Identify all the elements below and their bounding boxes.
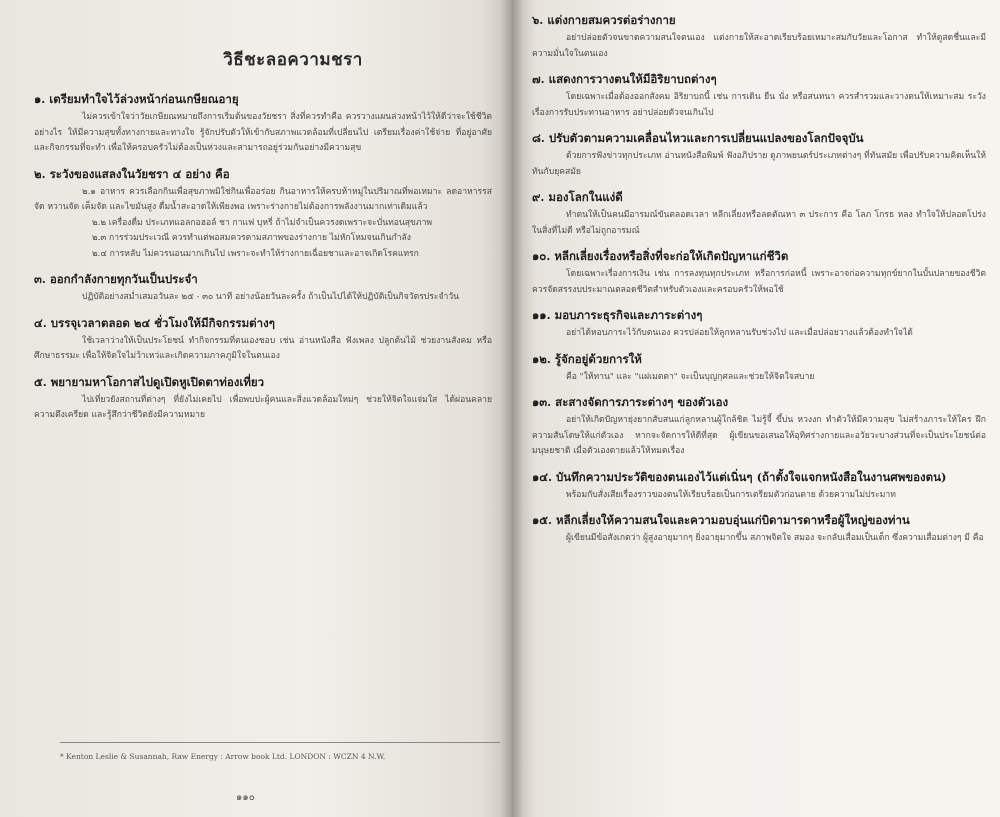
book-gutter [500,0,524,817]
section-heading: ๓. ออกกำลังกายทุกวันเป็นประจำ [34,272,198,286]
section-4 [34,315,492,365]
section-7 [532,71,986,121]
right-page [512,0,1000,817]
section-text: อย่าปล่อยตัวจนขาดความสนใจตนเอง แต่งกายให้สะอาดเรียบร้อยเหมาะสมกับวัยและโอกาส ทำให้ดูสดชื่นและมีความมั่นใจในตนเอง [532,33,986,59]
section-text: ใช้เวลาว่างให้เป็นประโยชน์ ทำกิจกรรมที่ตนเองชอบ เช่น อ่านหนังสือ ฟังเพลง ปลูกต้นไม้ ช่วยงานสังคม หรือศึกษาธรรมะ เพื่อให้จิตใจไม่ว้าเหว่และเกิดความภาคภูมิใจในตนเอง [34,335,492,361]
section-text: คือ "ให้ทาน" และ "แผ่เมตตา" จะเป็นบุญกุศลและช่วยให้จิตใจสบาย [566,371,815,382]
section-text: ด้วยการฟังข่าวทุกประเภท อ่านหนังสือพิมพ์ ฟังอภิปราย ดูภาพยนตร์ประเภทต่างๆ ที่ทันสมัย เพื่อปรับความคิดเห็นให้ทันกับยุคสมัย [532,151,986,177]
subsection-text: ๒.๓ การร่วมประเวณี ควรทำแต่พอสมควรตามสภาพของร่างกาย ไม่หักโหมจนเกินกำลัง [92,233,411,243]
page-number: ๑๑๐ [236,792,255,803]
section-text: ทำตนให้เป็นคนมีอารมณ์ขันตลอดเวลา หลีกเลี่ยงหรือลดตัณหา ๓ ประการ คือ โลภ โกรธ หลง ทำใจให้ปลอดโปร่งในสิ่งที่ไม่ดี หรือไม่ถูกอารมณ์ [532,210,986,236]
section-10 [532,248,986,298]
section-heading: ๘. ปรับตัวตามความเคลื่อนไหวและการเปลี่ยนแปลงของโลกปัจจุบัน [532,131,864,145]
section-text: อย่าได้หอบภาระไว้กับตนเอง ควรปล่อยให้ลูกหลานรับช่วงไป และเมื่อปล่อยวางแล้วต้องทำใจได้ [566,328,913,338]
section-heading: ๔. บรรจุเวลาตลอด ๒๔ ชั่วโมงให้มีกิจกรรมต่างๆ [34,315,275,330]
section-12 [532,351,986,386]
section-heading: ๙. มองโลกในแง่ดี [532,190,623,204]
section-8 [532,130,986,180]
section-15 [532,512,986,547]
section-heading: ๑๒. รู้จักอยู่ด้วยการให้ [532,351,642,366]
section-heading: ๑๔. บันทึกความประวัติของตนเองไว้แต่เนิ่นๆ (ถ้าตั้งใจแจกหนังสือในงานศพของตน) [532,469,947,484]
section-heading: ๖. แต่งกายสมควรต่อร่างกาย [532,13,676,27]
section-text: พร้อมกับสั่งเสียเรื่องราวของตนให้เรียบร้อยเป็นการเตรียมตัวก่อนตาย ด้วยความไม่ประมาท [566,489,896,500]
section-9 [532,189,986,239]
section-heading: ๑. เตรียมทำใจไว้ล่วงหน้าก่อนเกษียณอายุ [34,92,239,106]
section-text: อย่าให้เกิดปัญหายุ่งยากสับสนแก่ลูกหลานผู้ใกล้ชิด ไม่รู้จี้ ขึ้บ่น หวงงก ทำตัวให้มีความสุข ไม่สร้างภาระให้ใคร ฝึกความสันโดษให้แก่ตัวเอง หากจะจัดการให้ดีที่สุด ผู้เขียนขอเสนอให้อุทิศร่างกายและอวัยวะบางส่วนที่จะเป็นประโยชน์ต่อมนุษยชาติ เมื่อตัวเองตายแล้วให้หมดเรื่อง [532,415,986,456]
section-heading: ๗. แสดงการวางตนให้มีอิริยาบถต่างๆ [532,72,717,86]
section-heading: ๑๑. มอบภาระธุรกิจและภาระต่างๆ [532,308,703,322]
section-2 [34,166,492,263]
section-heading: ๕. พยายามหาโอกาสไปดูเปิดหูเปิดตาท่องเที่ยว [34,374,265,389]
section-heading: ๑๕. หลีกเลี่ยงให้ความสนใจและความอบอุ่นแก่บิดามารดาหรือผู้ใหญ่ของท่าน [532,513,910,527]
section-13 [532,394,986,460]
section-text: ไม่ควรเข้าใจว่าวัยเกษียณหมายถึงการเริ่มต้นของวัยชรา สิ่งที่ควรทำคือ ควรวางแผนล่วงหน้าไว้ให้ดีว่าจะใช้ชีวิตอย่างไร ให้มีความสุขทั้งทางกายและทางใจ รู้จักปรับตัวให้เข้ากับสภาพแวดล้อมที่เปลี่ยนไป เตรียมเรื่องค่าใช้จ่าย ที่อยู่อาศัย และกิจกรรมที่จะทำ เพื่อให้ครอบครัวไม่ต้องเป็นห่วงและสามารถอยู่ร่วมกันอย่างมีความสุข [34,112,492,153]
section-14 [532,469,986,504]
section-text: โดยเฉพาะเรื่องการเงิน เช่น การลงทุนทุกประเภท หรือการก่อหนี้ เพราะอาจก่อความทุกข์ยากในบั้นปลายของชีวิต ควรจัดสรรงบประมาณตลอดชีวิตสำหรับตัวเองและครอบครัวให้พอใช้ [532,269,986,295]
section-heading: ๑๓. สะสางจัดการภาระต่างๆ ของตัวเอง [532,395,729,409]
section-heading: ๒. ระวังของแสลงในวัยชรา ๔ อย่าง คือ [34,166,230,181]
section-heading: ๑๐. หลีกเลี่ยงเรื่องหรือสิ่งที่จะก่อให้เกิดปัญหาแก่ชีวิต [532,249,789,263]
page-title: วิธีชะลอความชรา [223,50,363,70]
section-1 [34,91,492,157]
footnote-divider [60,742,500,743]
subsection-text: ๒.๒ เครื่องดื่ม ประเภทแอลกอฮอล์ ชา กาแฟ บุหรี่ ถ้าไม่จำเป็นควรงดเพราะจะบั่นทอนสุขภาพ [92,217,433,228]
section-text: ผู้เขียนมีข้อสังเกตว่า ผู้สูงอายุมากๆ ยิ่งอายุมากขึ้น สภาพจิตใจ สมอง จะกลับเสื่อมเป็นเด็ก ซึ่งความเสื่อมต่างๆ มี คือ [566,533,984,543]
footnote: * Kenton Leslie & Susannah, Raw Energy : Arrow book Ltd. LONDON : WCZN 4 N.W. [60,752,386,761]
section-5 [34,374,492,424]
subsection-text: ๒.๔ การหลับ ไม่ควรนอนมากเกินไป เพราะจะทำให้ร่างกายเฉื่อยชาและอาจเกิดโรคแทรก [92,248,419,259]
section-6 [532,12,986,62]
section-text: ไปเที่ยวยังสถานที่ต่างๆ ที่ยังไม่เคยไป เพื่อพบปะผู้คนและสิ่งแวดล้อมใหม่ๆ ช่วยให้จิตใจแจ่มใส ได้ผ่อนคลายความตึงเครียด และรู้สึกว่าชีวิตยังมีความหมาย [34,394,492,420]
section-text: ปฏิบัติอย่างสม่ำเสมอวันละ ๒๕ - ๓๐ นาที อย่างน้อยวันละครั้ง ถ้าเป็นไปได้ให้ปฏิบัติเป็นกิจวัตรประจำวัน [82,292,460,302]
section-text: โดยเฉพาะเมื่อต้องออกสังคม อิริยาบถนี้ เช่น การเดิน ยืน นั่ง หรือสนทนา ควรสำรวมและวางตนให้เหมาะสม ระวังเรื่องการรับประทานอาหาร อย่าปล่อยตัวจนเกินไป [532,92,986,118]
section-text: ๒.๑ อาหาร ควรเลือกกินเพื่อสุขภาพมิใช่กินเพื่ออร่อย กินอาหารให้ครบห้าหมู่ในปริมาณที่พอเหมาะ ลดอาหารรสจัด หวานจัด เค็มจัด และไขมันสูง ดื่มน้ำสะอาดให้เพียงพอ เพราะร่างกายไม่ต้องการพลังงานมากเท่าเดิมแล้ว [34,186,492,212]
section-11 [532,307,986,342]
section-3 [34,271,492,306]
